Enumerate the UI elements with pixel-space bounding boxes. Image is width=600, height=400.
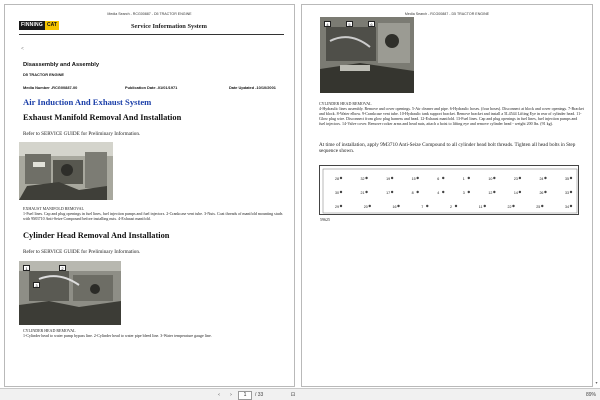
bolt-mark: [369, 205, 371, 207]
bolt-sequence-number: 30: [335, 191, 339, 195]
bolt-mark: [391, 177, 393, 179]
removal-caption-text: 4-Hydraulic lines assembly. Remove and cover openings. 5-Air cleaner and pipe. 6-Hydraulic hoses. (four hoses). Disconnect at block and cover openings. 7-Bracket and block. 8-Water elbow. 9-Crankcase vent tube. 10-Hydraulic tank support bracket. Remove bracket and install a 5L4544 Lifting Eye in rear of cylinder head. 11-Glow plug wire. Disconnect from glow plug harness and head. 12-Exhaust manifold. 13-Fuel lines. Cap and plug openings in fuel lines, fuel injection pumps and fuel injectors. 14-Valve cover. Remove rocker arms and head nuts, attach a hoist to lifting eye and remove cylinder head - weight 200 lbs. (91 kg).: [319, 106, 584, 126]
bolt-mark: [468, 177, 470, 179]
cylinder-caption-text: 1-Cylinder head to water pump bypass line. 2-Cylinder head to water pipe bleed line. 3-Water temperature gauge line.: [23, 333, 212, 338]
bolt-mark: [416, 191, 418, 193]
viewer-toolbar: [0, 388, 600, 400]
bolt-sequence-number: 32: [360, 177, 365, 181]
bolt-sequence-number: 6: [437, 177, 440, 181]
bolt-mark: [442, 177, 444, 179]
bolt-sequence-number: 3: [462, 191, 465, 195]
document-page-1: [4, 4, 295, 387]
callout-2: 2: [59, 265, 66, 271]
bolt-sequence-number: 35: [565, 177, 569, 181]
exhaust-heading: Exhaust Manifold Removal And Installation: [23, 113, 182, 122]
chevron-left-icon[interactable]: ‹: [217, 392, 221, 398]
bolt-sequence-number: 12: [488, 191, 493, 195]
bolt-mark: [570, 191, 572, 193]
callout-6: 6: [368, 21, 375, 27]
callout-3: 3: [33, 282, 40, 288]
callout-4: 4: [324, 21, 331, 27]
chevron-right-icon[interactable]: ›: [229, 392, 233, 398]
removal-caption-title: CYLINDER HEAD REMOVAL: [319, 101, 372, 106]
bolt-mark: [493, 191, 495, 193]
cylinder-head-removal-photo: [320, 17, 414, 93]
bolt-mark: [544, 177, 546, 179]
bolt-mark: [493, 177, 495, 179]
figure-id: 59625: [320, 217, 330, 222]
exhaust-manifold-photo: [19, 142, 113, 200]
bolt-mark: [391, 191, 393, 193]
bolt-mark: [340, 205, 342, 207]
media-number: Media Number -RCG00887-00: [23, 85, 78, 90]
exhaust-ref: Refer to SERVICE GUIDE for Preliminary Information.: [23, 131, 141, 137]
page-total: / 33: [255, 392, 264, 398]
bolt-sequence-number: 33: [565, 191, 569, 195]
bolt-sequence-number: 2: [450, 205, 452, 209]
bolt-mark: [442, 191, 444, 193]
bolt-mark: [397, 205, 399, 207]
bolt-mark: [455, 205, 457, 207]
system-title: Service Information System: [131, 23, 207, 30]
bolt-mark: [426, 205, 428, 207]
cylinder-head-heading: Cylinder Head Removal And Installation: [23, 231, 170, 240]
finning-cat-logo: [19, 21, 59, 30]
bolt-mark: [340, 191, 342, 193]
bolt-sequence-number: 7: [421, 205, 424, 209]
bolt-sequence-number: 1: [462, 177, 465, 181]
bolt-sequence-number: 16: [392, 205, 397, 209]
callout-5: 5: [346, 21, 353, 27]
header-divider: [19, 34, 284, 35]
bolt-mark: [365, 177, 367, 179]
back-link[interactable]: <: [21, 47, 24, 52]
bolt-sequence-number: 11: [478, 205, 483, 209]
bolt-sequence-number: 22: [507, 205, 512, 209]
callout-1: 1: [23, 265, 30, 271]
logo-cat: CAT: [46, 22, 57, 28]
bolt-mark: [468, 191, 470, 193]
zoom-level[interactable]: 89%: [585, 392, 596, 398]
running-header: Media Search - RCG00887 - D5 TRACTOR ENGINE: [404, 12, 490, 16]
bolt-sequence-number: 20: [363, 205, 368, 209]
exhaust-caption-text: 1-Fuel lines. Cap and plug openings in fuel lines, fuel injection pumps and fuel injectors. 2-Crankcase vent tube. 3-Nuts. Coat threads of manifold mounting studs with 9M3710 Anti-Seize Compound before installing nuts. 4-Exhaust manifold.: [23, 211, 283, 221]
bolt-sequence-number: 24: [539, 177, 544, 181]
bolt-sequence-number: 28: [335, 177, 339, 181]
product-name: D5 TRACTOR ENGINE: [23, 72, 64, 77]
bolt-mark: [519, 177, 521, 179]
bolt-sequence-number: 10: [488, 177, 493, 181]
bolt-sequence-number: 34: [565, 205, 569, 209]
running-header: Media Search - RCG00887 - D5 TRACTOR ENGINE: [107, 12, 192, 16]
date-updated: Date Updated -10/10/2001: [229, 85, 276, 90]
bolt-sequence-number: 14: [513, 191, 518, 195]
cylinder-head-ref: Refer to SERVICE GUIDE for Preliminary Information.: [23, 249, 141, 255]
publication-date: Publication Date -01/01/1971: [125, 85, 178, 90]
bolt-sequence-number: 21: [360, 191, 365, 195]
document-page-2: [301, 4, 593, 387]
bolt-sequence-number: 23: [513, 177, 518, 181]
bolt-mark: [512, 205, 514, 207]
bolt-mark: [484, 205, 486, 207]
bolt-sequence-diagram: [319, 165, 579, 215]
installation-note: At time of installation, apply 9M3710 Anti-Seize Compound to all cylinder head bolt threads. Tighten all head bolts in Step sequence shown.: [319, 142, 576, 155]
cylinder-caption-title: CYLINDER HEAD REMOVAL: [23, 328, 76, 333]
bolt-sequence-svg: [320, 166, 580, 216]
bolt-sequence-number: 15: [411, 177, 416, 181]
cylinder-head-photo: [19, 261, 121, 325]
bolt-sequence-number: 17: [386, 191, 391, 195]
bolt-mark: [544, 191, 546, 193]
bolt-sequence-number: 29: [335, 205, 339, 209]
bolt-mark: [570, 205, 572, 207]
exhaust-caption-title: EXHAUST MANIFOLD REMOVAL: [23, 206, 84, 211]
bolt-sequence-number: 26: [539, 191, 544, 195]
bolt-sequence-number: 19: [386, 177, 391, 181]
bolt-sequence-number: 4: [437, 191, 440, 195]
bolt-sequence-number: 25: [536, 205, 541, 209]
page-number-input[interactable]: 1: [238, 391, 252, 400]
doc-title: Disassembly and Assembly: [23, 62, 100, 68]
section-title: Air Induction And Exhaust System: [23, 97, 152, 107]
fit-page-icon[interactable]: ⊡: [290, 392, 296, 398]
bolt-mark: [570, 177, 572, 179]
bolt-sequence-number: 8: [411, 191, 414, 195]
bolt-mark: [541, 205, 543, 207]
bolt-mark: [519, 191, 521, 193]
logo-finning: FINNING: [21, 22, 43, 28]
bolt-mark: [416, 177, 418, 179]
scroll-down-icon[interactable]: ▾: [595, 380, 598, 385]
bolt-mark: [365, 191, 367, 193]
bolt-mark: [340, 177, 342, 179]
